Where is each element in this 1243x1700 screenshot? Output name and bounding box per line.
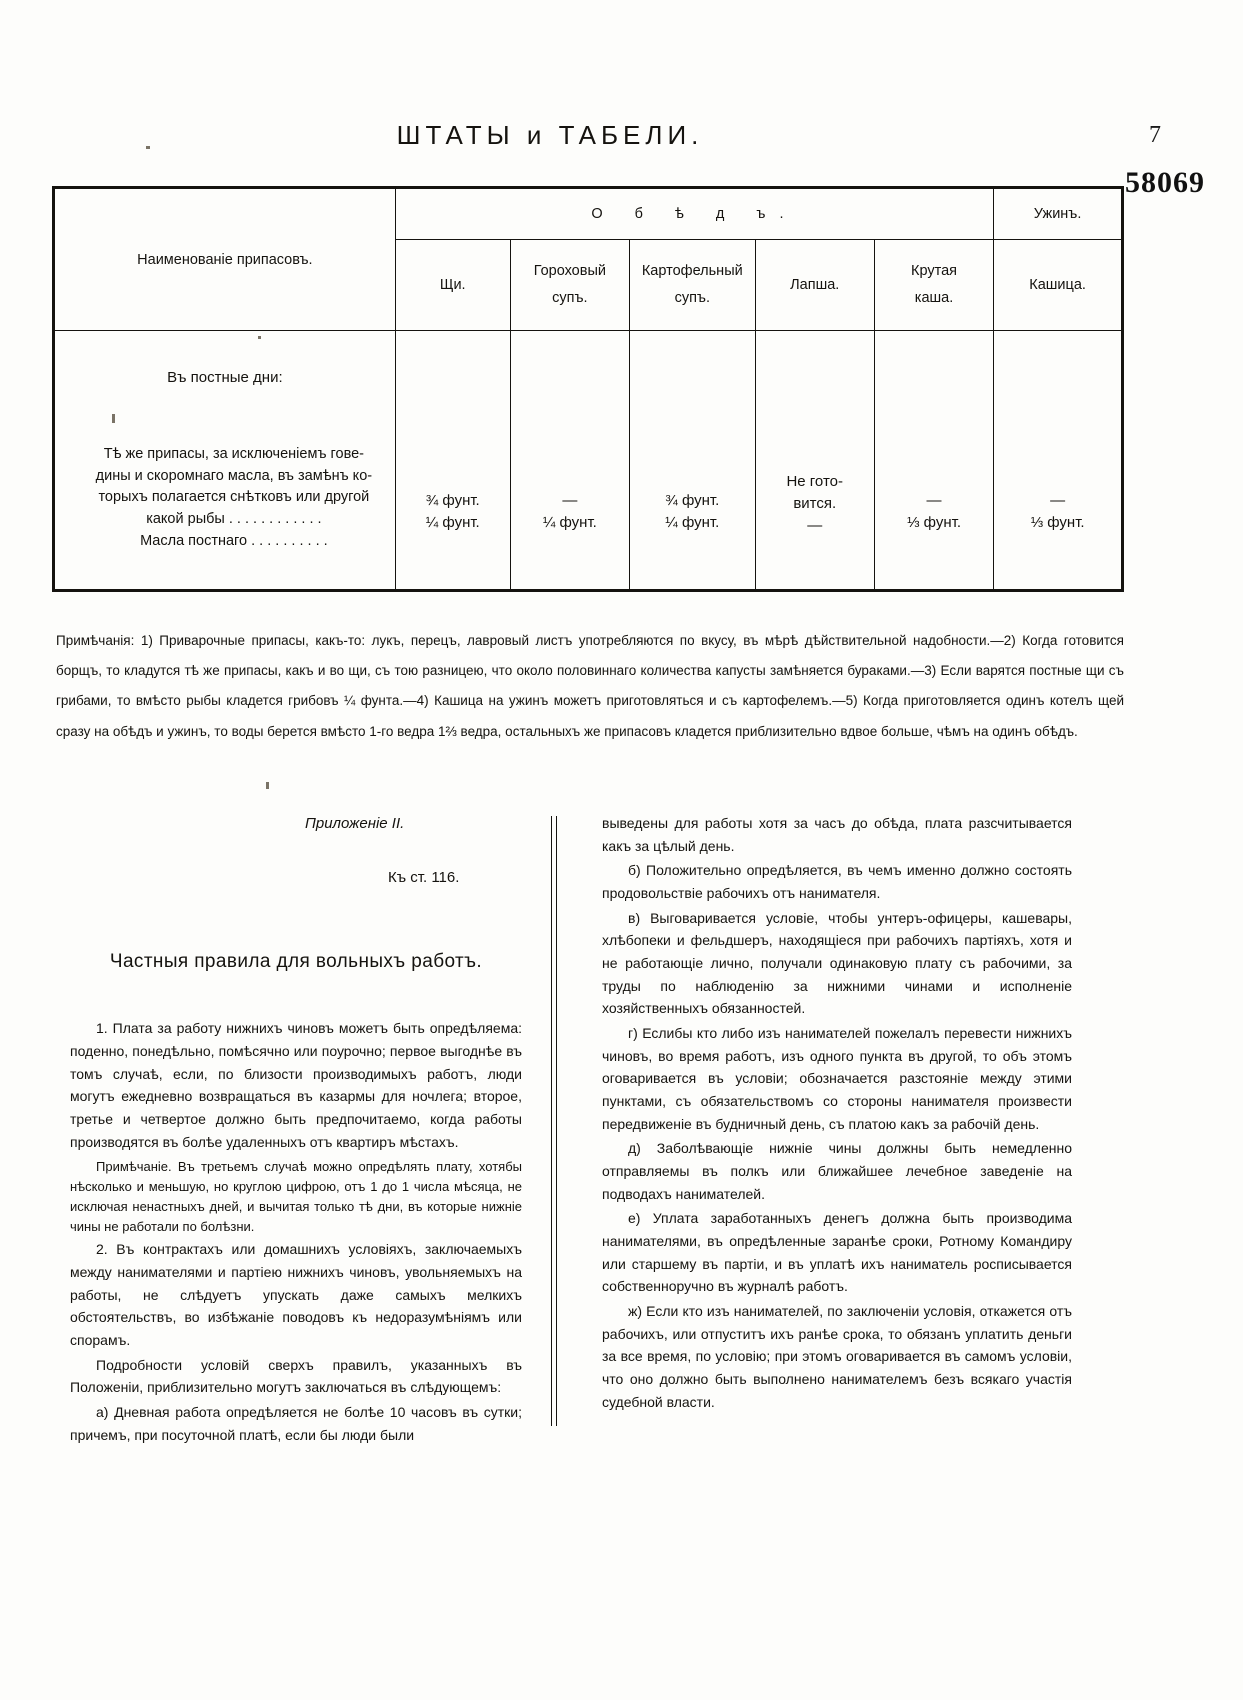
appendix-label: Приложенiе II. [305, 815, 405, 832]
cell-item-names [55, 331, 396, 590]
paragraph-continued: выведены для работы хотя за часъ до обѣда, плата разсчитывается какъ за цѣлый день. [602, 815, 1072, 854]
page-speck [266, 782, 269, 789]
paragraph-zh: ж) Если кто изъ нанимателей, по заключенiи условiя, откажется отъ рабочихъ, или отпуститъ ихъ ранѣе срока, то обязанъ уплатить деньги за все время, по условiю; при этомъ оговаривается въ самомъ условiи, что оно должно быть выполнено нанимателемъ безъ всякаго участiя судебной власти. [602, 1303, 1072, 1410]
table-header-row-groups [55, 189, 1122, 240]
column-divider [551, 816, 557, 1426]
stamp-number: 58069 [1125, 166, 1205, 199]
header-cell-name: Наименованiе припасовъ. [55, 189, 396, 331]
paragraph-2: 2. Въ контрактахъ или домашнихъ условiяхъ, заключаемыхъ между нанимателями и партiею нижнихъ чиновъ, увольняемыхъ на работы, не слѣдуетъ упускать даже самыхъ мелкихъ обстоятельствъ, во избѣжанiе поводовъ къ недоразумѣнiямъ или спорамъ. [70, 1241, 522, 1349]
table-notes: Примѣчанiя: 1) Приварочные припасы, какъ-то: лукъ, перецъ, лавровый листъ употребляются по вкусу, въ мѣрѣ дѣйствительной надобности.—2) Когда готовится борщъ, то кладутся тѣ же припасы, какъ и во щи, съ тою разницею, что около половиннаго количества капусты замѣняется бураками.—3) Если варятся постные щи съ грибами, то вмѣсто рыбы кладется грибовъ ¼ фунта.—4) Кашица на ужинъ можетъ приготовляться и съ картофелемъ.—5) Когда приготовляется одинъ котелъ щей сразу на обѣдъ и ужинъ, то воды берется вмѣсто 1-го ведра 1⅔ ведра, остальныхъ же припасовъ кладется приблизительно вдвое больше, чѣмъ на одинъ обѣдъ. [56, 633, 1124, 739]
header-group-obed: О б ѣ д ъ. [395, 189, 993, 240]
paragraph-e: е) Уплата заработанныхъ денегъ должна быть производима нанимателями, въ опредѣленные заранѣе сроки, Ротному Командиру или старшему въ партiи, и въ уплатѣ ихъ наниматель росписывается собственноручно въ журналѣ работъ. [602, 1210, 1072, 1295]
fasting-days-title: Въ постные дни: [167, 369, 283, 387]
right-text-column [602, 812, 1072, 1415]
page-title: ШТАТЫ и ТАБЕЛИ. [396, 120, 704, 150]
item-line: Тѣ же припасы, за исключенiемъ гове- [103, 445, 364, 462]
table-row [55, 331, 1122, 590]
header-group-uzhin: Ужинъ. [994, 189, 1122, 240]
item-line: торыхъ полагается снѣтковъ или другой [98, 489, 370, 506]
cell-value-krutaya: — ⅓ фунт. [874, 331, 993, 590]
section-title: Частныя правила для вольныхъ работъ. [109, 950, 483, 972]
item-line: какой рыбы . . . . . . . . . . . . [146, 511, 322, 528]
paragraph-4: а) Дневная работа опредѣляется не болѣе 10 часовъ въ сутки; причемъ, при посуточной платѣ, если бы люди были [70, 1404, 522, 1443]
paragraph-3: Подробности условiй сверхъ правилъ, указанныхъ въ Положенiи, приблизительно могутъ заключаться въ слѣдующемъ: [70, 1356, 522, 1396]
paragraph-d: д) Заболѣвающiе нижнiе чины должны быть немедленно отправляемы въ полкъ или ближайшее лечебное заведенiе на подводахъ нанимателей. [602, 1140, 1072, 1202]
article-reference: Къ ст. 116. [388, 869, 460, 887]
page-number: 7 [1149, 122, 1161, 148]
header-cell-shchi: Щи. [395, 240, 510, 331]
item-line: дины и скоромнаго масла, въ замѣнъ ко- [95, 467, 373, 484]
paragraph-g: г) Еслибы кто либо изъ нанимателей пожелалъ перевести нижнихъ чиновъ, во время работъ, изъ одного пункта въ другой, то объ этомъ оговаривается въ условiи; обозначается разстоянiе между этими пунктами, съ обязательствомъ со стороны нанимателя произвести передвиженiе въ будничный день, съ платою какъ за рабочiй день. [602, 1025, 1072, 1132]
cell-value-lapsha: Не гото- вится. — [755, 331, 874, 590]
cell-value-gorohovy: — ¼ фунт. [510, 331, 629, 590]
cell-value-kartofelny: ¾ фунт. ¼ фунт. [629, 331, 755, 590]
header-cell-gorohovy: Гороховый супъ. [510, 240, 629, 331]
cell-value-kashitsa: — ⅓ фунт. [994, 331, 1122, 590]
rations-table [52, 186, 1124, 592]
left-text-column [70, 812, 522, 1448]
header-cell-kartofelny: Картофельный супъ. [629, 240, 755, 331]
cell-value-shchi: ¾ фунт. ¼ фунт. [395, 331, 510, 590]
paragraph-1: 1. Плата за работу нижнихъ чиновъ можетъ быть опредѣляема: поденно, понедѣльно, помѣсячно или поурочно; первое выгоднѣе въ томъ случаѣ, если, по близости производимыхъ работъ, люди могутъ ежедневно возвращаться въ казармы для ночлега; второе, третье и четвертое должно быть предпочитаемо, когда работы производятся въ болѣе удаленныхъ отъ квартиръ мѣстахъ. [70, 1020, 522, 1150]
item-line: Масла постнаго . . . . . . . . . . [140, 532, 328, 549]
header-cell-krutaya: Крутая каша. [874, 240, 993, 331]
paragraph-note: Примѣчанiе. Въ третьемъ случаѣ можно опредѣлять плату, хотябы нѣсколько и меньшую, но круглою цифрою, отъ 1 до 1 числа мѣсяца, не исключая ненастныхъ дней, и вычитая только тѣ дни, въ которые нижнiе чины не работали по болѣзни. [70, 1159, 522, 1234]
paragraph-b: б) Положительно опредѣляется, въ чемъ именно должно состоять продовольствiе рабочихъ отъ нанимателя. [602, 862, 1072, 902]
header-cell-lapsha: Лапша. [755, 240, 874, 331]
paragraph-v: в) Выговаривается условiе, чтобы унтеръ-офицеры, кашевары, хлѣбопеки и фельдшеръ, находящiеся при рабочихъ партiяхъ, хотя и не работающiе лично, получали одинаковую плату съ рабочими, за труды по наблюденiю за нижними чинами и исполненiе хозяйственныхъ обязанностей. [602, 909, 1072, 1017]
header-cell-kashitsa: Кашица. [994, 240, 1122, 331]
